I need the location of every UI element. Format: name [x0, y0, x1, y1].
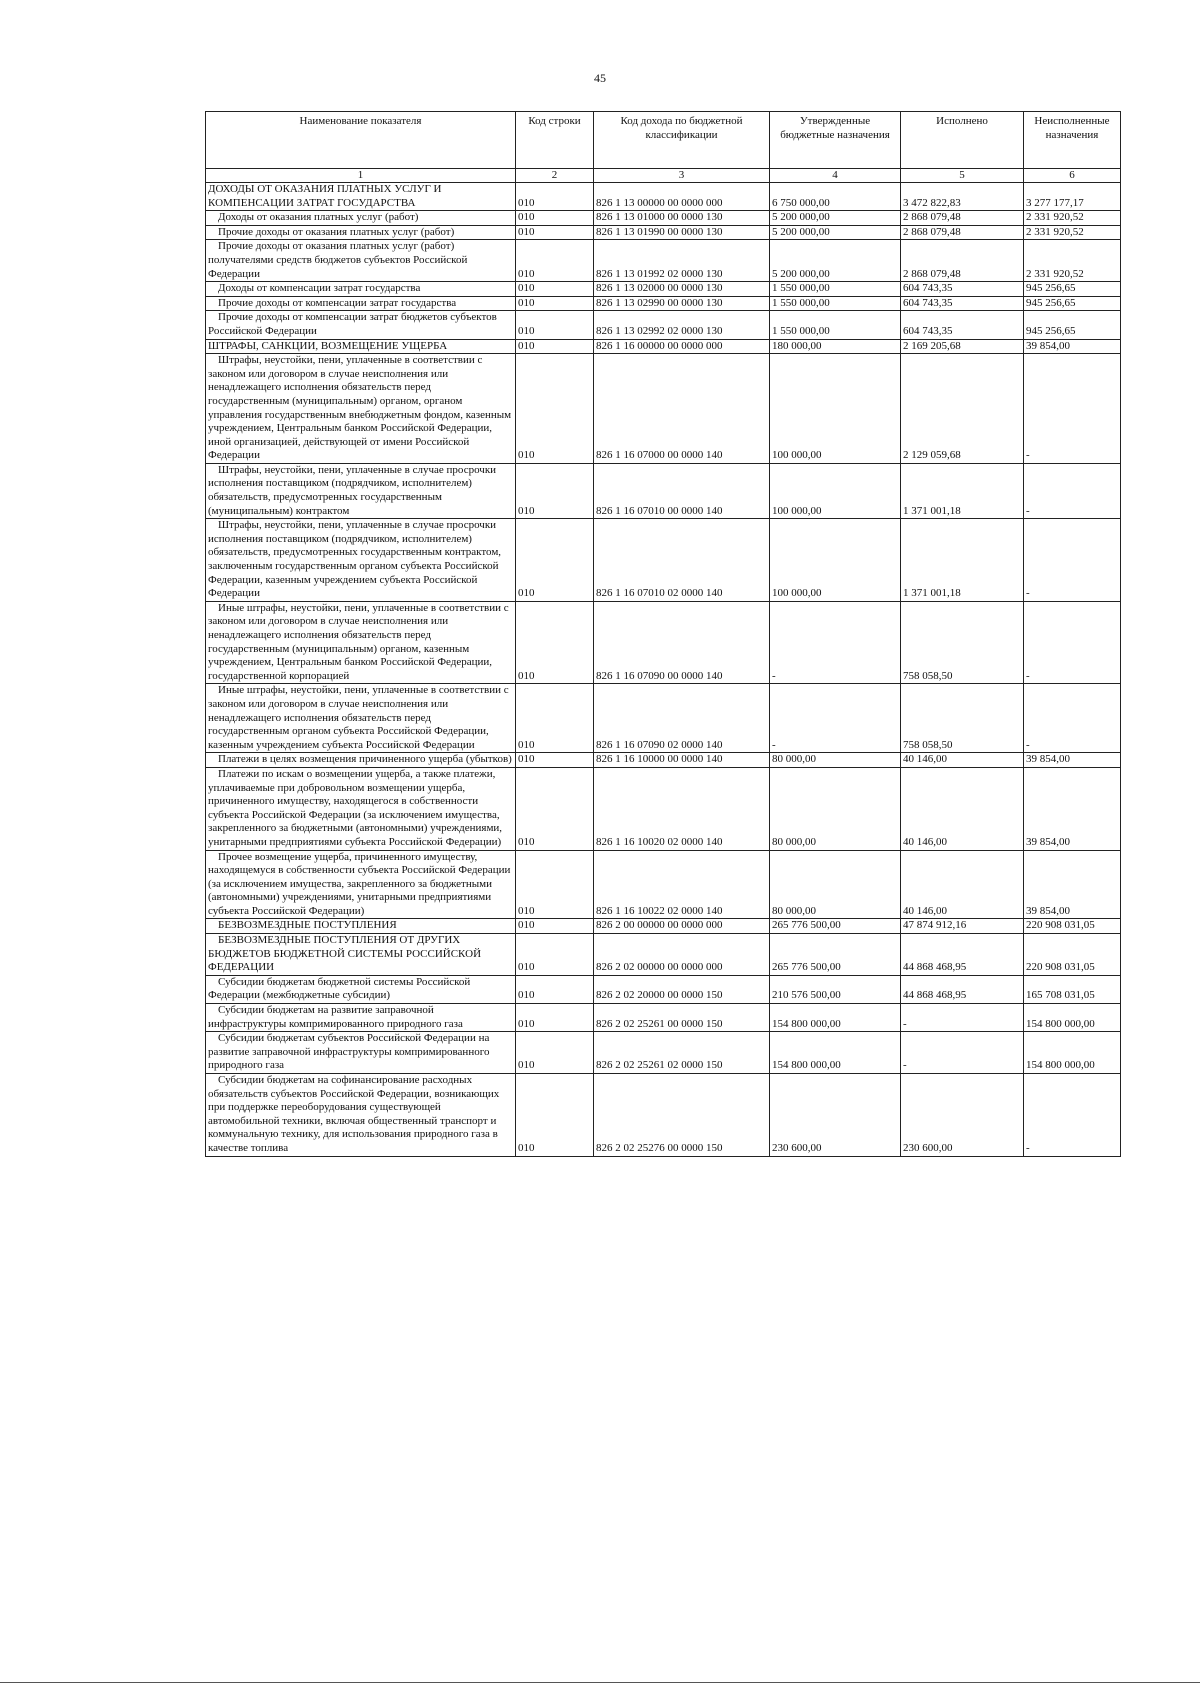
table-row [206, 919, 1121, 934]
row-unexecuted: 945 256,65 [1024, 296, 1121, 311]
row-executed: 40 146,00 [901, 767, 1024, 850]
row-approved: 154 800 000,00 [770, 1004, 901, 1032]
column-number-row [206, 169, 1121, 183]
row-executed: 1 371 001,18 [901, 463, 1024, 518]
row-line-code: 010 [516, 354, 594, 464]
row-line-code: 010 [516, 311, 594, 339]
row-income-code: 826 2 02 25261 02 0000 150 [594, 1032, 770, 1074]
row-line-code: 010 [516, 934, 594, 976]
table-row [206, 240, 1121, 282]
row-approved: 80 000,00 [770, 767, 901, 850]
row-unexecuted: 3 277 177,17 [1024, 183, 1121, 211]
row-approved: 100 000,00 [770, 354, 901, 464]
row-income-code: 826 2 02 25261 00 0000 150 [594, 1004, 770, 1032]
row-name: БЕЗВОЗМЕЗДНЫЕ ПОСТУПЛЕНИЯ ОТ ДРУГИХ БЮДЖЕТОВ БЮДЖЕТНОЙ СИСТЕМЫ РОССИЙСКОЙ ФЕДЕРАЦИИ [206, 934, 516, 976]
row-line-code: 010 [516, 211, 594, 226]
table-row [206, 753, 1121, 768]
table-row [206, 684, 1121, 753]
row-executed: 2 169 205,68 [901, 339, 1024, 354]
row-line-code: 010 [516, 975, 594, 1003]
table-row [206, 1032, 1121, 1074]
row-unexecuted: - [1024, 1074, 1121, 1157]
table-row [206, 211, 1121, 226]
row-approved: 100 000,00 [770, 463, 901, 518]
row-income-code: 826 2 02 20000 00 0000 150 [594, 975, 770, 1003]
row-executed: - [901, 1004, 1024, 1032]
header-income-code: Код дохода по бюджетной классификации [594, 112, 770, 169]
row-unexecuted: 39 854,00 [1024, 339, 1121, 354]
row-executed: 44 868 468,95 [901, 975, 1024, 1003]
table-row [206, 183, 1121, 211]
row-executed: 2 868 079,48 [901, 225, 1024, 240]
column-number: 2 [516, 169, 594, 183]
row-unexecuted: 39 854,00 [1024, 753, 1121, 768]
row-line-code: 010 [516, 296, 594, 311]
row-executed: 1 371 001,18 [901, 519, 1024, 602]
row-name: Штрафы, неустойки, пени, уплаченные в случае просрочки исполнения поставщиком (подрядчиком, исполнителем) обязательств, предусмотренных государственным (муниципальным) контрактом [206, 463, 516, 518]
row-name: Платежи в целях возмещения причиненного ущерба (убытков) [206, 753, 516, 768]
row-income-code: 826 1 13 02990 00 0000 130 [594, 296, 770, 311]
row-executed: - [901, 1032, 1024, 1074]
row-name: Доходы от оказания платных услуг (работ) [206, 211, 516, 226]
table-row [206, 601, 1121, 684]
row-approved: 1 550 000,00 [770, 282, 901, 297]
row-approved: 100 000,00 [770, 519, 901, 602]
row-line-code: 010 [516, 767, 594, 850]
row-line-code: 010 [516, 601, 594, 684]
row-unexecuted: 39 854,00 [1024, 767, 1121, 850]
header-approved: Утвержденные бюджетные назначения [770, 112, 901, 169]
table-row [206, 463, 1121, 518]
row-name: Прочие доходы от компенсации затрат бюджетов субъектов Российской Федерации [206, 311, 516, 339]
row-executed: 758 058,50 [901, 601, 1024, 684]
row-unexecuted: 945 256,65 [1024, 311, 1121, 339]
row-income-code: 826 1 13 01992 02 0000 130 [594, 240, 770, 282]
row-income-code: 826 1 16 07010 02 0000 140 [594, 519, 770, 602]
row-income-code: 826 1 16 07000 00 0000 140 [594, 354, 770, 464]
row-income-code: 826 1 16 07090 00 0000 140 [594, 601, 770, 684]
scan-edge-line [0, 1682, 1200, 1683]
row-unexecuted: 154 800 000,00 [1024, 1004, 1121, 1032]
row-approved: 1 550 000,00 [770, 296, 901, 311]
row-executed: 40 146,00 [901, 850, 1024, 919]
row-income-code: 826 1 16 10000 00 0000 140 [594, 753, 770, 768]
row-line-code: 010 [516, 850, 594, 919]
row-executed: 2 129 059,68 [901, 354, 1024, 464]
row-unexecuted: 220 908 031,05 [1024, 934, 1121, 976]
budget-table [205, 111, 1121, 1157]
row-line-code: 010 [516, 1032, 594, 1074]
table-body [206, 183, 1121, 1157]
row-executed: 3 472 822,83 [901, 183, 1024, 211]
table-row [206, 1004, 1121, 1032]
row-approved: 210 576 500,00 [770, 975, 901, 1003]
row-name: Платежи по искам о возмещении ущерба, а также платежи, уплачиваемые при добровольном возмещении ущерба, причиненного имуществу, находящегося в собственности субъекта Российской Федерации (за исключением имущества, закрепленного за бюджетными (автономными) учреждениями, унитарными предприятиями субъекта Российской Федерации) [206, 767, 516, 850]
row-line-code: 010 [516, 225, 594, 240]
row-executed: 604 743,35 [901, 282, 1024, 297]
row-approved: 265 776 500,00 [770, 919, 901, 934]
row-name: Иные штрафы, неустойки, пени, уплаченные в соответствии с законом или договором в случае неисполнения или ненадлежащего исполнения обязательств перед государственным органом субъекта Российской Федерации, казенным учреждением субъекта Российской Федерации [206, 684, 516, 753]
row-unexecuted: 945 256,65 [1024, 282, 1121, 297]
row-name: БЕЗВОЗМЕЗДНЫЕ ПОСТУПЛЕНИЯ [206, 919, 516, 934]
column-number: 6 [1024, 169, 1121, 183]
row-approved: 5 200 000,00 [770, 240, 901, 282]
row-unexecuted: - [1024, 601, 1121, 684]
row-line-code: 010 [516, 684, 594, 753]
row-approved: 1 550 000,00 [770, 311, 901, 339]
row-name: Прочие доходы от оказания платных услуг (работ) [206, 225, 516, 240]
row-approved: 180 000,00 [770, 339, 901, 354]
row-income-code: 826 1 13 02992 02 0000 130 [594, 311, 770, 339]
row-income-code: 826 2 02 25276 00 0000 150 [594, 1074, 770, 1157]
row-unexecuted: - [1024, 463, 1121, 518]
row-income-code: 826 1 16 00000 00 0000 000 [594, 339, 770, 354]
column-number: 5 [901, 169, 1024, 183]
row-unexecuted: 220 908 031,05 [1024, 919, 1121, 934]
header-indicator-name: Наименование показателя [206, 112, 516, 169]
table-row [206, 519, 1121, 602]
row-approved: - [770, 601, 901, 684]
row-approved: 6 750 000,00 [770, 183, 901, 211]
page-number: 45 [594, 71, 606, 85]
table-row [206, 354, 1121, 464]
row-executed: 40 146,00 [901, 753, 1024, 768]
row-line-code: 010 [516, 519, 594, 602]
row-executed: 604 743,35 [901, 311, 1024, 339]
row-executed: 47 874 912,16 [901, 919, 1024, 934]
row-income-code: 826 1 13 01000 00 0000 130 [594, 211, 770, 226]
row-name: Прочее возмещение ущерба, причиненного имуществу, находящемуся в собственности субъекта Российской Федерации (за исключением имущества, закрепленного за бюджетными (автономными) учреждениями, унитарными предприятиями субъекта Российской Федерации) [206, 850, 516, 919]
row-line-code: 010 [516, 1004, 594, 1032]
row-name: Прочие доходы от компенсации затрат государства [206, 296, 516, 311]
row-name: Доходы от компенсации затрат государства [206, 282, 516, 297]
row-approved: 80 000,00 [770, 753, 901, 768]
row-approved: - [770, 684, 901, 753]
row-income-code: 826 1 13 01990 00 0000 130 [594, 225, 770, 240]
row-income-code: 826 2 02 00000 00 0000 000 [594, 934, 770, 976]
table-row [206, 311, 1121, 339]
table-row [206, 1074, 1121, 1157]
row-income-code: 826 2 00 00000 00 0000 000 [594, 919, 770, 934]
row-unexecuted: 2 331 920,52 [1024, 240, 1121, 282]
table-row [206, 225, 1121, 240]
row-income-code: 826 1 16 10020 02 0000 140 [594, 767, 770, 850]
row-executed: 758 058,50 [901, 684, 1024, 753]
row-line-code: 010 [516, 183, 594, 211]
table-row [206, 975, 1121, 1003]
row-line-code: 010 [516, 463, 594, 518]
row-executed: 2 868 079,48 [901, 240, 1024, 282]
row-name: Субсидии бюджетам на развитие заправочной инфраструктуры компримированного природного газа [206, 1004, 516, 1032]
row-approved: 230 600,00 [770, 1074, 901, 1157]
header-executed: Исполнено [901, 112, 1024, 169]
row-income-code: 826 1 16 10022 02 0000 140 [594, 850, 770, 919]
row-income-code: 826 1 13 02000 00 0000 130 [594, 282, 770, 297]
table-row [206, 296, 1121, 311]
row-name: ШТРАФЫ, САНКЦИИ, ВОЗМЕЩЕНИЕ УЩЕРБА [206, 339, 516, 354]
table-row [206, 339, 1121, 354]
row-name: Иные штрафы, неустойки, пени, уплаченные в соответствии с законом или договором в случае неисполнения или ненадлежащего исполнения обязательств перед государственным (муниципальным) органом, казенным учреждением, Центральным банком Российской Федерации, государственной корпорацией [206, 601, 516, 684]
row-approved: 5 200 000,00 [770, 225, 901, 240]
row-executed: 44 868 468,95 [901, 934, 1024, 976]
table-row [206, 934, 1121, 976]
row-unexecuted: 154 800 000,00 [1024, 1032, 1121, 1074]
row-income-code: 826 1 16 07090 02 0000 140 [594, 684, 770, 753]
row-approved: 80 000,00 [770, 850, 901, 919]
row-name: Субсидии бюджетам на софинансирование расходных обязательств субъектов Российской Федерации, возникающих при поддержке переоборудования существующей автомобильной техники, включая общественный транспорт и коммунальную технику, для использования природного газа в качестве топлива [206, 1074, 516, 1157]
row-income-code: 826 1 16 07010 00 0000 140 [594, 463, 770, 518]
row-line-code: 010 [516, 282, 594, 297]
row-line-code: 010 [516, 1074, 594, 1157]
row-unexecuted: 2 331 920,52 [1024, 225, 1121, 240]
row-unexecuted: 165 708 031,05 [1024, 975, 1121, 1003]
column-number: 4 [770, 169, 901, 183]
header-unexecuted: Неисполненные назначения [1024, 112, 1121, 169]
row-line-code: 010 [516, 240, 594, 282]
row-approved: 265 776 500,00 [770, 934, 901, 976]
header-row [206, 112, 1121, 169]
row-name: Штрафы, неустойки, пени, уплаченные в соответствии с законом или договором в случае неисполнения или ненадлежащего исполнения обязательств перед государственным (муниципальным) органом, органом управления государственным внебюджетным фондом, казенным учреждением, Центральным банком Российской Федерации, иной организацией, действующей от имени Российской Федерации [206, 354, 516, 464]
row-unexecuted: - [1024, 354, 1121, 464]
row-executed: 604 743,35 [901, 296, 1024, 311]
row-name: Штрафы, неустойки, пени, уплаченные в случае просрочки исполнения поставщиком (подрядчиком, исполнителем) обязательств, предусмотренных государственным контрактом, заключенным государственным органом субъекта Российской Федерации, казенным учреждением субъекта Российской Федерации [206, 519, 516, 602]
row-unexecuted: - [1024, 519, 1121, 602]
column-number: 3 [594, 169, 770, 183]
row-name: Субсидии бюджетам субъектов Российской Федерации на развитие заправочной инфраструктуры компримированного природного газа [206, 1032, 516, 1074]
table-row [206, 282, 1121, 297]
row-executed: 230 600,00 [901, 1074, 1024, 1157]
column-number: 1 [206, 169, 516, 183]
row-line-code: 010 [516, 339, 594, 354]
row-line-code: 010 [516, 919, 594, 934]
row-name: Субсидии бюджетам бюджетной системы Российской Федерации (межбюджетные субсидии) [206, 975, 516, 1003]
row-name: ДОХОДЫ ОТ ОКАЗАНИЯ ПЛАТНЫХ УСЛУГ И КОМПЕНСАЦИИ ЗАТРАТ ГОСУДАРСТВА [206, 183, 516, 211]
table-row [206, 850, 1121, 919]
row-unexecuted: - [1024, 684, 1121, 753]
row-unexecuted: 39 854,00 [1024, 850, 1121, 919]
row-unexecuted: 2 331 920,52 [1024, 211, 1121, 226]
row-executed: 2 868 079,48 [901, 211, 1024, 226]
row-income-code: 826 1 13 00000 00 0000 000 [594, 183, 770, 211]
row-line-code: 010 [516, 753, 594, 768]
table-row [206, 767, 1121, 850]
row-name: Прочие доходы от оказания платных услуг (работ) получателями средств бюджетов субъектов Российской Федерации [206, 240, 516, 282]
row-approved: 5 200 000,00 [770, 211, 901, 226]
row-approved: 154 800 000,00 [770, 1032, 901, 1074]
header-line-code: Код строки [516, 112, 594, 169]
